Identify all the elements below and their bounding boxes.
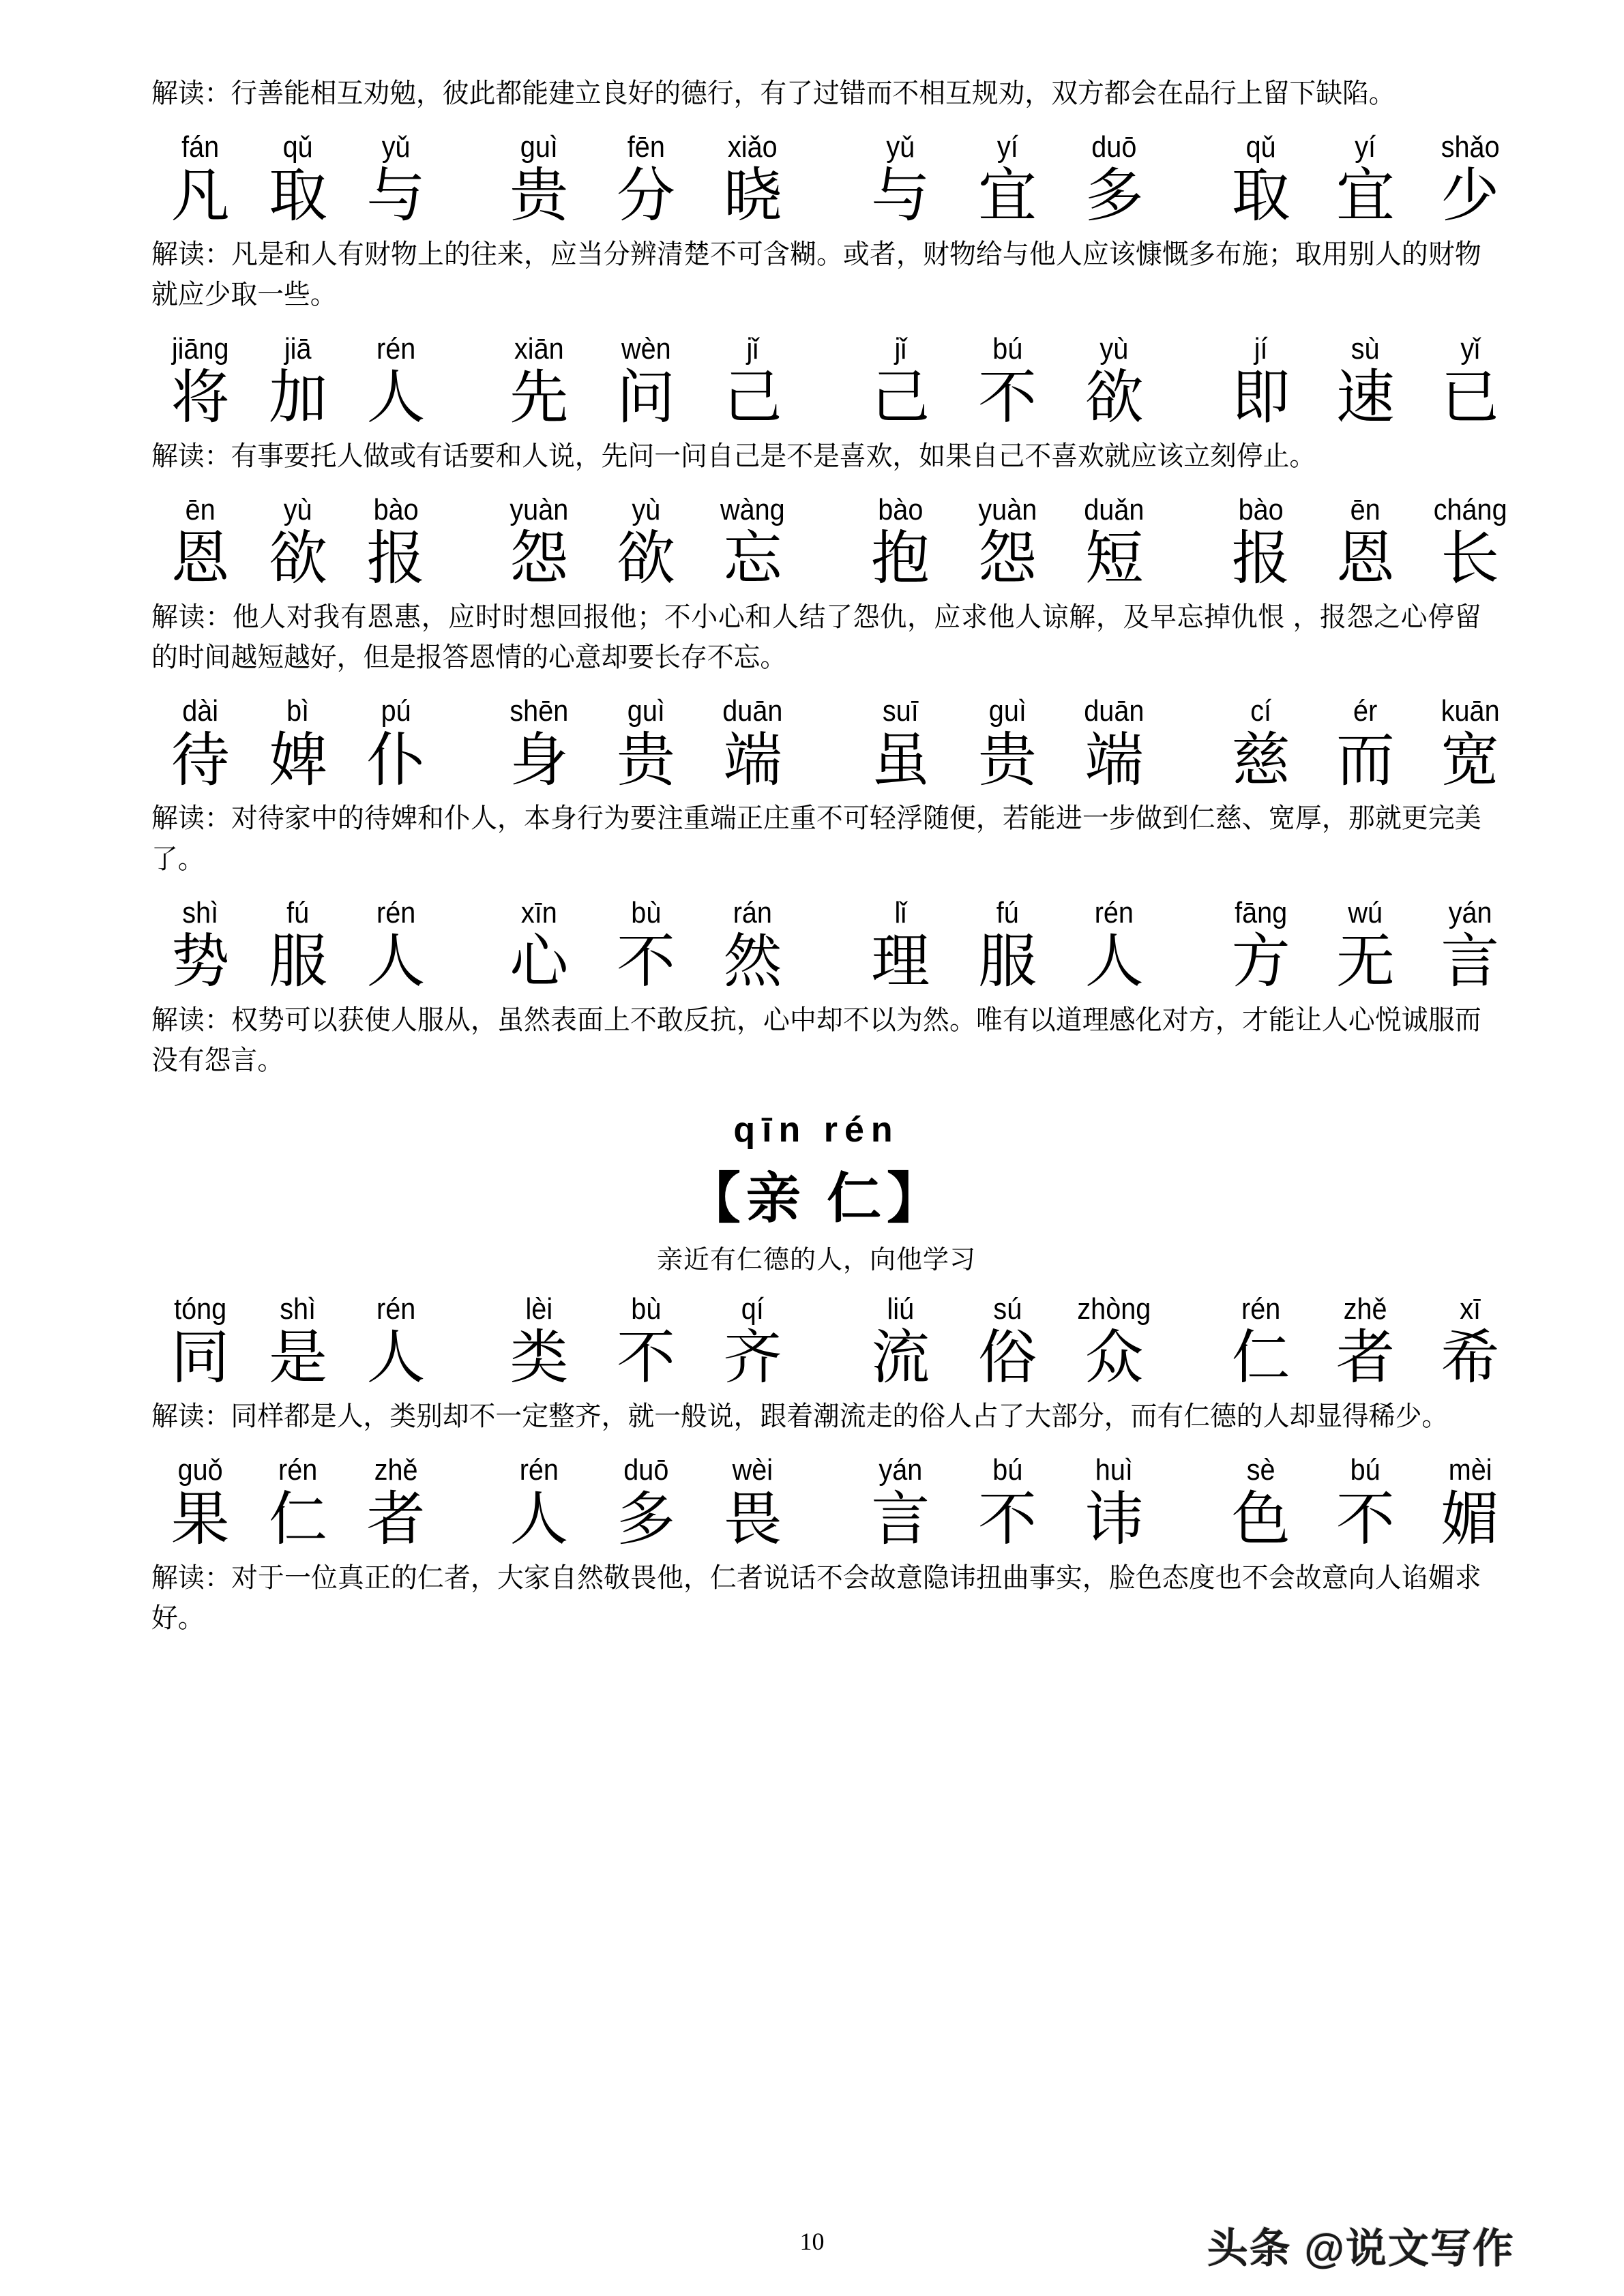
pinyin-syllable: qǔ — [282, 130, 314, 164]
hanzi-row — [151, 526, 1500, 592]
hanzi-character: 恩 — [171, 526, 230, 592]
interpretation-paragraph: 解读：同样都是人，类别却不一定整齐，就一般说，跟着潮流走的俗人占了大部分，而有仁德的人却显得稀少。 — [151, 1401, 1449, 1432]
pinyin-syllable: duō — [1091, 130, 1137, 164]
pinyin-syllable: xī — [1459, 1292, 1481, 1326]
hanzi-character: 欲 — [268, 526, 327, 592]
hanzi-group — [151, 729, 445, 792]
pinyin-syllable: bì — [286, 694, 310, 728]
pinyin-row — [151, 333, 1481, 365]
pinyin-syllable: bào — [373, 492, 419, 526]
pinyin-syllable: ēn — [1350, 492, 1381, 526]
pinyin-syllable: zhòng — [1077, 1292, 1151, 1326]
pinyin-syllable: shì — [182, 895, 219, 929]
section-pinyin: qīn rén — [733, 1110, 900, 1150]
hanzi-group — [847, 527, 1168, 591]
hanzi-character: 言 — [1441, 928, 1500, 994]
hanzi-character: 加 — [268, 364, 327, 430]
pinyin-syllable: cháng — [1433, 492, 1507, 526]
pinyin-syllable: fú — [286, 895, 310, 929]
hanzi-character: 怨 — [977, 526, 1037, 592]
hanzi-group — [1209, 164, 1522, 228]
hanzi-character: 长 — [1441, 526, 1500, 592]
pinyin-syllable: fāng — [1235, 895, 1288, 929]
pinyin-syllable: pú — [381, 694, 411, 728]
pinyin-syllable: tóng — [174, 1292, 227, 1326]
pinyin-group — [486, 897, 806, 929]
hanzi-group — [1209, 366, 1522, 430]
hanzi-character: 多 — [616, 1486, 675, 1552]
hanzi-character: 报 — [1231, 526, 1290, 592]
pinyin-syllable: kuān — [1441, 694, 1500, 728]
pinyin-syllable: liú — [887, 1292, 915, 1326]
hanzi-character: 无 — [1335, 928, 1395, 994]
pinyin-group — [151, 1455, 445, 1486]
hanzi-character: 者 — [366, 1486, 426, 1552]
hanzi-group — [1209, 729, 1522, 792]
hanzi-character: 与 — [871, 163, 930, 229]
hanzi-group — [151, 1326, 445, 1390]
hanzi-character: 待 — [171, 727, 230, 793]
pinyin-group — [847, 333, 1168, 365]
pinyin-syllable: qí — [741, 1292, 765, 1326]
hanzi-character: 报 — [366, 526, 426, 592]
pinyin-group — [1209, 696, 1522, 727]
hanzi-character: 贵 — [977, 727, 1037, 793]
pinyin-syllable: shēn — [510, 694, 569, 728]
hanzi-row — [151, 928, 1500, 994]
hanzi-character: 分 — [616, 163, 675, 229]
pinyin-syllable: bào — [878, 492, 924, 526]
pinyin-row — [151, 492, 1507, 526]
pinyin-group — [151, 333, 445, 365]
hanzi-character: 问 — [616, 364, 675, 430]
pinyin-syllable: bú — [992, 1453, 1022, 1487]
hanzi-row — [151, 1325, 1500, 1391]
pinyin-group — [1209, 494, 1522, 526]
pinyin-group — [486, 696, 806, 727]
hanzi-character: 速 — [1335, 364, 1395, 430]
hanzi-character: 而 — [1335, 727, 1395, 793]
pinyin-row — [151, 1453, 1492, 1487]
pinyin-syllable: jǐ — [894, 331, 907, 366]
hanzi-character: 婢 — [268, 727, 327, 793]
hanzi-group — [847, 1326, 1168, 1390]
hanzi-character: 不 — [616, 1325, 675, 1391]
hanzi-character: 欲 — [1084, 364, 1144, 430]
interpretation-paragraph: 解读：凡是和人有财物上的往来，应当分辨清楚不可含糊。或者，财物给与他人应该慷慨多布施；取用别人的财物就应少取一些。 — [151, 239, 1481, 310]
hanzi-group — [486, 1326, 806, 1390]
pinyin-syllable: zhě — [374, 1453, 418, 1487]
pinyin-syllable: yù — [284, 492, 312, 526]
pinyin-syllable: yán — [879, 1453, 923, 1487]
hanzi-character: 宜 — [977, 163, 1037, 229]
hanzi-character: 心 — [510, 928, 569, 994]
hanzi-character: 贵 — [510, 163, 569, 229]
page-footer — [0, 2207, 1624, 2288]
watermark-label: 头条 @说文写作 — [1207, 2226, 1515, 2271]
hanzi-character: 人 — [510, 1486, 569, 1552]
pinyin-syllable: lǐ — [894, 895, 907, 929]
hanzi-group — [847, 164, 1168, 228]
hanzi-group — [1209, 1488, 1522, 1551]
pinyin-syllable: bào — [1238, 492, 1284, 526]
pinyin-syllable: guǒ — [177, 1453, 223, 1487]
hanzi-character: 言 — [871, 1486, 930, 1552]
hanzi-character: 己 — [723, 364, 782, 430]
pinyin-syllable: duō — [623, 1453, 669, 1487]
pinyin-group — [151, 696, 445, 727]
verse-block — [151, 130, 1500, 229]
pinyin-syllable: yǔ — [886, 130, 915, 164]
hanzi-character: 不 — [1335, 1486, 1395, 1552]
pinyin-row — [151, 694, 1500, 728]
hanzi-group — [847, 366, 1168, 430]
hanzi-character: 不 — [616, 928, 675, 994]
pinyin-syllable: sú — [993, 1292, 1022, 1326]
pinyin-syllable: jí — [1254, 331, 1268, 366]
hanzi-character: 宽 — [1441, 727, 1500, 793]
pinyin-syllable: shǎo — [1441, 130, 1500, 164]
pinyin-syllable: guì — [627, 694, 665, 728]
pinyin-syllable: guì — [520, 130, 558, 164]
pinyin-syllable: rén — [376, 1292, 415, 1326]
hanzi-character: 希 — [1441, 1325, 1500, 1391]
pinyin-syllable: huì — [1095, 1453, 1134, 1487]
pinyin-syllable: yǐ — [1460, 331, 1480, 366]
pinyin-syllable: xīn — [520, 895, 557, 929]
hanzi-character: 果 — [171, 1486, 230, 1552]
pinyin-syllable: yù — [632, 492, 660, 526]
hanzi-character: 然 — [723, 928, 782, 994]
section-subtitle: 亲近有仁德的人，向他学习 — [656, 1246, 976, 1275]
hanzi-character: 理 — [871, 928, 930, 994]
pinyin-syllable: shì — [280, 1292, 316, 1326]
pinyin-syllable: yuàn — [977, 492, 1037, 526]
verse-block — [151, 331, 1500, 430]
hanzi-character: 先 — [510, 364, 569, 430]
hanzi-group — [151, 527, 445, 591]
hanzi-character: 忘 — [723, 526, 782, 592]
pinyin-syllable: cí — [1250, 694, 1271, 728]
hanzi-row — [151, 163, 1500, 229]
pinyin-syllable: yuàn — [510, 492, 569, 526]
verse-block — [151, 1453, 1500, 1552]
hanzi-character: 仆 — [366, 727, 426, 793]
pinyin-syllable: duān — [1084, 694, 1145, 728]
hanzi-character: 色 — [1231, 1486, 1290, 1552]
verse-block — [151, 492, 1507, 592]
pinyin-syllable: sù — [1350, 331, 1380, 366]
hanzi-group — [151, 164, 445, 228]
pinyin-syllable: jiāng — [171, 331, 229, 366]
pinyin-syllable: qǔ — [1245, 130, 1276, 164]
pinyin-group — [1209, 897, 1522, 929]
hanzi-character: 抱 — [871, 526, 930, 592]
verse-block — [151, 895, 1500, 994]
pinyin-group — [486, 494, 806, 526]
pinyin-syllable: rén — [278, 1453, 318, 1487]
hanzi-character: 凡 — [171, 163, 230, 229]
hanzi-character: 欲 — [616, 526, 675, 592]
hanzi-character: 人 — [366, 1325, 426, 1391]
hanzi-character: 短 — [1084, 526, 1144, 592]
pinyin-syllable: yǔ — [381, 130, 411, 164]
hanzi-character: 畏 — [723, 1486, 782, 1552]
hanzi-character: 同 — [171, 1325, 230, 1391]
pinyin-group — [486, 132, 806, 163]
pinyin-syllable: wèi — [732, 1453, 773, 1487]
hanzi-character: 慈 — [1231, 727, 1290, 793]
hanzi-character: 己 — [871, 364, 930, 430]
hanzi-character: 取 — [268, 163, 327, 229]
pinyin-group — [847, 132, 1168, 163]
hanzi-character: 类 — [510, 1325, 569, 1391]
section-header — [151, 1109, 1481, 1276]
pinyin-syllable: rén — [519, 1453, 559, 1487]
hanzi-group — [486, 729, 806, 792]
hanzi-group — [847, 1488, 1168, 1551]
pinyin-syllable: dài — [182, 694, 219, 728]
hanzi-row — [151, 1486, 1500, 1552]
pinyin-syllable: jiā — [284, 331, 312, 366]
pinyin-syllable: duān — [722, 694, 783, 728]
pinyin-syllable: jǐ — [746, 331, 759, 366]
pinyin-syllable: rén — [1094, 895, 1134, 929]
pinyin-syllable: rén — [376, 331, 415, 366]
hanzi-character: 已 — [1441, 364, 1500, 430]
pinyin-syllable: yán — [1448, 895, 1492, 929]
pinyin-group — [486, 1294, 806, 1325]
hanzi-group — [1209, 1326, 1522, 1390]
pinyin-syllable: fán — [181, 130, 220, 164]
hanzi-group — [151, 1488, 445, 1551]
hanzi-character: 媚 — [1441, 1486, 1500, 1552]
hanzi-character: 方 — [1231, 928, 1290, 994]
hanzi-group — [486, 527, 806, 591]
hanzi-row — [151, 727, 1500, 793]
pinyin-syllable: rán — [733, 895, 773, 929]
hanzi-character: 与 — [366, 163, 426, 229]
hanzi-group — [486, 164, 806, 228]
pinyin-group — [151, 897, 445, 929]
pinyin-syllable: rén — [1241, 1292, 1281, 1326]
pinyin-syllable: xiān — [514, 331, 564, 366]
pinyin-group — [1209, 333, 1522, 365]
hanzi-character: 服 — [977, 928, 1037, 994]
hanzi-character: 人 — [366, 364, 426, 430]
pinyin-group — [847, 897, 1168, 929]
pinyin-syllable: xiǎo — [728, 130, 778, 164]
hanzi-character: 多 — [1084, 163, 1144, 229]
pinyin-syllable: wèn — [621, 331, 671, 366]
pinyin-syllable: mèi — [1448, 1453, 1492, 1487]
hanzi-character: 少 — [1441, 163, 1500, 229]
verse-block — [151, 1292, 1500, 1391]
interpretation-paragraph: 解读：对待家中的待婢和仆人，本身行为要注重端正庄重不可轻浮随便，若能进一步做到仁慈、宽厚，那就更完美了。 — [151, 803, 1481, 874]
pinyin-syllable: bù — [630, 895, 661, 929]
hanzi-character: 身 — [510, 727, 569, 793]
hanzi-character: 晓 — [723, 163, 782, 229]
hanzi-character: 怨 — [510, 526, 569, 592]
hanzi-character: 仁 — [268, 1486, 327, 1552]
pinyin-syllable: bú — [1350, 1453, 1381, 1487]
pinyin-row — [151, 895, 1492, 929]
pinyin-group — [1209, 132, 1522, 163]
interpretation-paragraph: 解读：权势可以获使人服从，虽然表面上不敢反抗，心中却不以为然。唯有以道理感化对方，才能让人心悦诚服而没有怨言。 — [151, 1004, 1481, 1075]
pinyin-group — [1209, 1455, 1522, 1486]
pinyin-group — [486, 333, 806, 365]
pinyin-syllable: fú — [996, 895, 1019, 929]
pinyin-group — [151, 132, 445, 163]
hanzi-character: 即 — [1231, 364, 1290, 430]
hanzi-group — [486, 930, 806, 994]
pinyin-group — [486, 1455, 806, 1486]
pinyin-syllable: suī — [882, 694, 919, 728]
pinyin-group — [847, 1455, 1168, 1486]
hanzi-character: 俗 — [977, 1325, 1037, 1391]
pinyin-syllable: fēn — [627, 130, 665, 164]
hanzi-group — [1209, 527, 1522, 591]
pinyin-syllable: wú — [1348, 895, 1383, 929]
hanzi-character: 不 — [977, 1486, 1037, 1552]
pinyin-row — [151, 130, 1500, 164]
hanzi-character: 齐 — [723, 1325, 782, 1391]
hanzi-group — [486, 1488, 806, 1551]
pinyin-syllable: zhě — [1343, 1292, 1387, 1326]
hanzi-character: 者 — [1335, 1325, 1395, 1391]
hanzi-character: 讳 — [1084, 1486, 1144, 1552]
hanzi-character: 将 — [171, 364, 230, 430]
interpretation-paragraph: 解读：他人对我有恩惠，应时时想回报他；不小心和人结了怨仇，应求他人谅解，及早忘掉仇恨 ，报怨之心停留的时间越短越好，但是报答恩情的心意却要长存不忘。 — [151, 601, 1481, 673]
hanzi-character: 宜 — [1335, 163, 1395, 229]
pinyin-syllable: bù — [630, 1292, 661, 1326]
pinyin-group — [847, 696, 1168, 727]
pinyin-syllable: duǎn — [1084, 492, 1145, 526]
hanzi-group — [847, 930, 1168, 994]
hanzi-group — [847, 729, 1168, 792]
pinyin-syllable: yí — [996, 130, 1018, 164]
pinyin-syllable: rén — [376, 895, 415, 929]
hanzi-group — [151, 366, 445, 430]
pinyin-row — [151, 1294, 1481, 1325]
hanzi-character: 势 — [171, 928, 230, 994]
hanzi-character: 端 — [1084, 727, 1144, 793]
page-content — [151, 74, 1507, 1641]
pinyin-group — [847, 1294, 1168, 1325]
hanzi-character: 众 — [1084, 1325, 1144, 1391]
page-number: 10 — [799, 2228, 825, 2255]
hanzi-character: 服 — [268, 928, 327, 994]
pinyin-syllable: ēn — [185, 492, 216, 526]
hanzi-group — [1209, 930, 1522, 994]
pinyin-syllable: ér — [1353, 694, 1378, 728]
hanzi-character: 贵 — [616, 727, 675, 793]
hanzi-character: 虽 — [871, 727, 930, 793]
pinyin-syllable: sè — [1246, 1453, 1275, 1487]
hanzi-character: 恩 — [1335, 526, 1395, 592]
hanzi-character: 端 — [723, 727, 782, 793]
hanzi-character: 是 — [268, 1325, 327, 1391]
interpretation-paragraph: 解读：行善能相互劝勉，彼此都能建立良好的德行，有了过错而不相互规劝，双方都会在品行上留下缺陷。 — [151, 78, 1396, 108]
pinyin-syllable: bú — [992, 331, 1022, 366]
section-title: 【亲 仁】 — [685, 1168, 947, 1229]
interpretation-paragraph: 解读：对于一位真正的仁者，大家自然敬畏他，仁者说话不会故意隐讳扭曲事实，脸色态度也不会故意向人谄媚求好。 — [151, 1562, 1481, 1633]
hanzi-character: 流 — [871, 1325, 930, 1391]
hanzi-character: 人 — [1084, 928, 1144, 994]
pinyin-group — [151, 1294, 445, 1325]
hanzi-character: 人 — [366, 928, 426, 994]
hanzi-group — [151, 930, 445, 994]
pinyin-syllable: wàng — [720, 492, 785, 526]
pinyin-group — [1209, 1294, 1522, 1325]
pinyin-group — [151, 494, 445, 526]
hanzi-character: 不 — [977, 364, 1037, 430]
pinyin-syllable: guì — [988, 694, 1027, 728]
verse-block — [151, 694, 1500, 793]
hanzi-row — [151, 364, 1500, 430]
pinyin-syllable: yù — [1099, 331, 1129, 366]
hanzi-character: 取 — [1231, 163, 1290, 229]
pinyin-group — [847, 494, 1168, 526]
hanzi-character: 仁 — [1231, 1325, 1290, 1391]
interpretation-paragraph: 解读：有事要托人做或有话要和人说，先问一问自己是不是喜欢，如果自己不喜欢就应该立刻停止。 — [151, 441, 1316, 471]
pinyin-syllable: yí — [1355, 130, 1376, 164]
pinyin-syllable: lèi — [525, 1292, 553, 1326]
hanzi-group — [486, 366, 806, 430]
